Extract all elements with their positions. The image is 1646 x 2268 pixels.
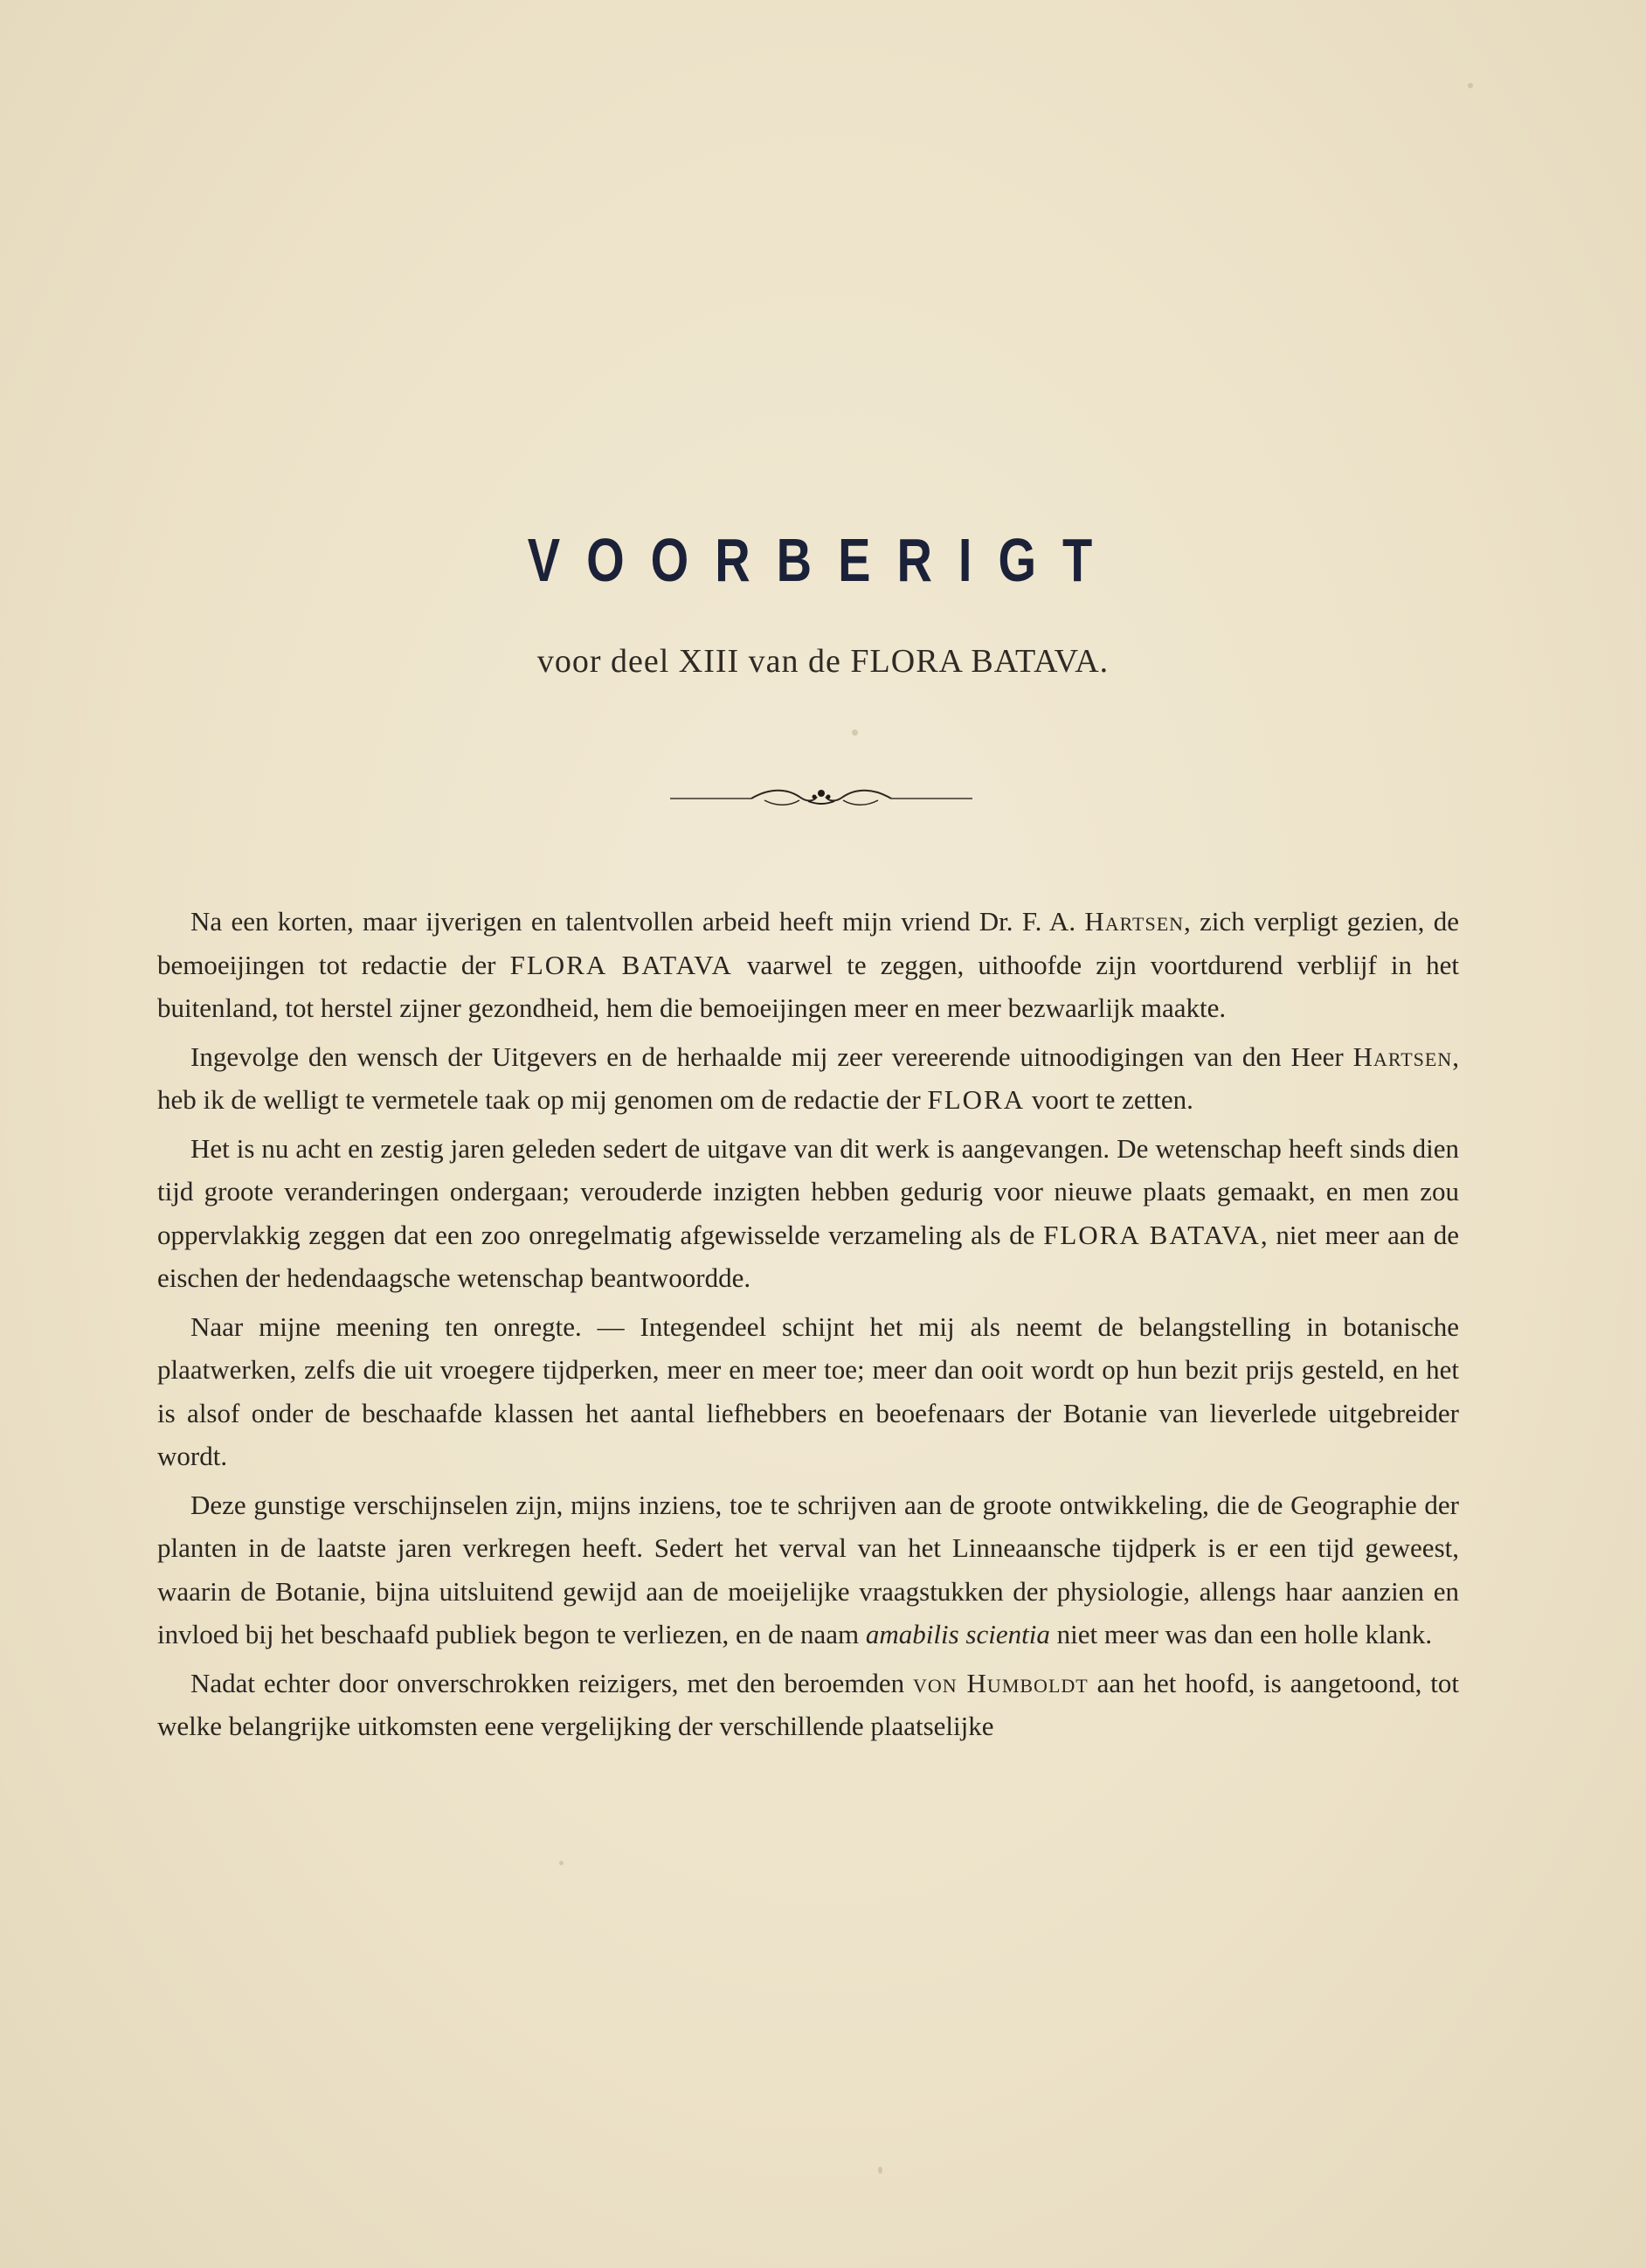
paragraph-text: niet meer was dan een holle klank.: [1049, 1619, 1433, 1649]
work-title: FLORA: [927, 1084, 1026, 1115]
decorative-flourish-icon: [668, 778, 974, 816]
paper-speck: [559, 1861, 564, 1865]
paragraph-2: [157, 1035, 1459, 1122]
paragraph-text: Het is nu acht en zestig jaren geleden sedert de uitgave van dit werk is aangevangen. De wetenschap heeft sinds dien tijd groote veranderingen ondergaan; verouderde inzigten hebben gedurig voor nieuwe plaats gemaakt, en men zou oppervlakkig zeggen dat een zoo onregelmatig afgewisselde verzameling als de: [157, 1132, 1459, 1250]
paragraph-text: Naar mijne meening ten onregte. — Integendeel schijnt het mij als neemt de belangstelling in botanische plaatwerken, zelfs die uit vroegere tijdperken, meer en meer toe; meer dan ooit wordt op hun bezit prijs gesteld, en het is alsof onder de beschaafde klassen het aantal liefhebbers en beoefenaars der Botanie van lieverlede uitgebreider wordt.: [157, 1310, 1459, 1471]
paper-speck: [878, 2167, 882, 2174]
paragraph-3: [157, 1127, 1459, 1300]
paragraph-text: vaarwel te zeggen, uithoofde zijn voortdurend verblijf in het buitenland, tot herstel zijner gezondheid, hem die bemoeijingen meer en meer bezwaarlijk maakte.: [157, 949, 1460, 1023]
latin-phrase: amabilis scientia: [865, 1619, 1050, 1649]
paragraph-text: Na een korten, maar ijverigen en talentvollen arbeid heeft mijn vriend Dr. F. A.: [190, 906, 1085, 937]
paragraph-text: voort te zetten.: [1025, 1084, 1193, 1115]
paragraph-6: [157, 1662, 1459, 1748]
work-title: FLORA BATAVA: [1043, 1219, 1261, 1250]
paragraph-text: , zich verpligt gezien, de bemoeijingen tot redactie der: [157, 906, 1459, 980]
paragraph-text: aan het hoofd, is aangetoond, tot welke belangrijke uitkomsten eene vergelijking der verschillende plaatselijke: [157, 1667, 1460, 1741]
paragraph-text: , heb ik de welligt te vermetele taak op mij genomen om de redactie der: [157, 1041, 1459, 1115]
paragraph-text: Ingevolge den wensch der Uitgevers en de herhaalde mij zeer vereerende uitnoodigingen van den Heer: [190, 1041, 1353, 1072]
preface-body: [157, 900, 1459, 1748]
paper-speck: [1468, 83, 1473, 88]
page-subtitle: voor deel XIII van de FLORA BATAVA.: [536, 643, 1110, 680]
paragraph-text: , niet meer aan de eischen der hedendaagsche wetenschap beantwoordde.: [157, 1219, 1460, 1293]
paragraph-text: Nadat echter door onverschrokken reizigers, met den beroemden: [190, 1667, 913, 1698]
person-name: Hartsen: [1084, 906, 1185, 937]
person-name: Hartsen: [1352, 1041, 1453, 1072]
work-title: FLORA BATAVA: [509, 949, 733, 980]
person-name: von Humboldt: [913, 1667, 1089, 1698]
paragraph-4: [157, 1305, 1459, 1478]
page-title: VOORBERIGT: [527, 525, 1119, 594]
paragraph-1: [157, 900, 1459, 1030]
paper-speck: [852, 729, 858, 736]
paragraph-text: Deze gunstige verschijnselen zijn, mijns inziens, toe te schrijven aan de groote ontwikkeling, die de Geographie der planten in de laatste jaren verkregen heeft. Sedert het verval van het Linneaansche tijdperk is er een tijd geweest, waarin de Botanie, bijna uitsluitend gewijd aan de moeijelijke vraagstukken der physiologie, allengs haar aanzien en invloed bij het beschaafd publiek begon te verliezen, en de naam: [157, 1489, 1459, 1649]
paragraph-5: [157, 1483, 1459, 1656]
